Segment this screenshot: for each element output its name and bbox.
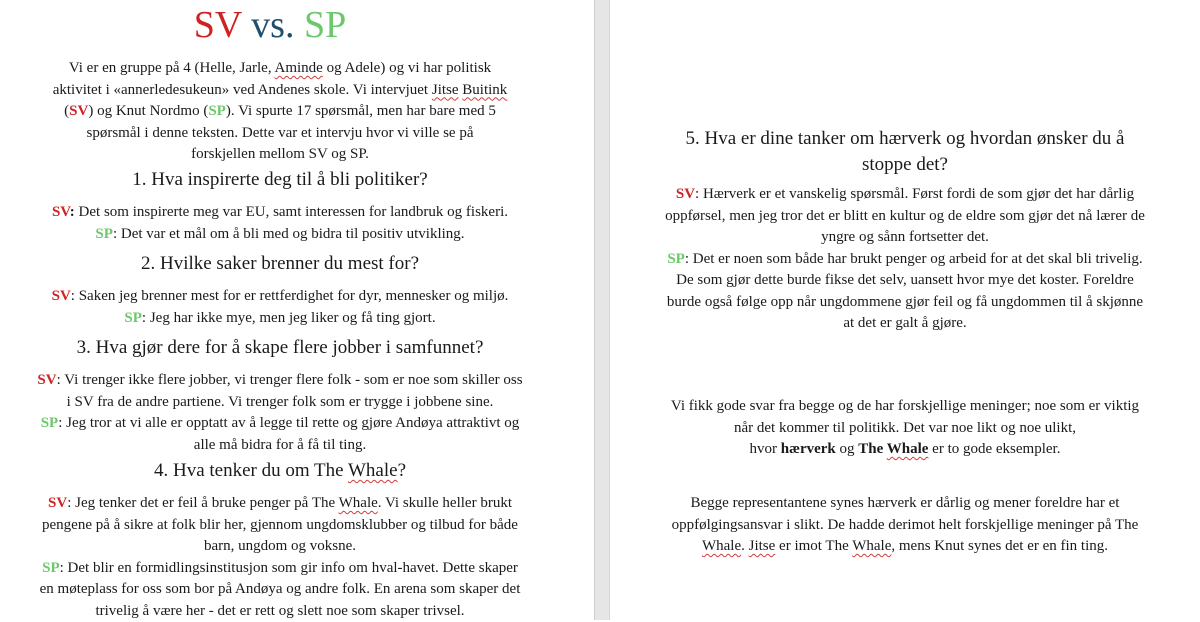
sp-tag: SP — [95, 226, 113, 242]
question-2: 2. Hvilke saker brenner du mest for? — [0, 252, 560, 276]
summary-text: er to gode eksempler. — [928, 441, 1060, 457]
sv-tag: SV — [48, 495, 67, 511]
intro-text: forskjellen mellom SV og SP. — [0, 144, 560, 166]
intro-text: spørsmål i denne teksten. Dette var et intervju hvor vi ville se på — [0, 123, 560, 145]
sp-tag: SP — [41, 415, 59, 431]
sp-answer: burde også følge opp når ungdommene gjør feil og få ungdommen til å skjønne — [610, 292, 1200, 314]
sv-answer: : Saken jeg brenner mest for er rettferdighet for dyr, mennesker og miljø. — [71, 288, 509, 304]
question-1: 1. Hva inspirerte deg til å bli politiker? — [0, 168, 560, 192]
sv-tag: SV — [52, 204, 70, 220]
summary-whale: Whale — [702, 538, 741, 554]
sv-answer: : Hærverk er et vanskelig spørsmål. Først fordi de som gjør det har dårlig — [695, 186, 1134, 202]
sv-answer: : Vi trenger ikke flere jobber, vi trenger flere folk - som er noe som skiller oss — [57, 372, 523, 388]
question-3: 3. Hva gjør dere for å skape flere jobber i samfunnet? — [0, 336, 560, 360]
sp-answer: trivelig å være her - det er rett og slett noe som skaper trivsel. — [0, 601, 560, 622]
sp-answer: en møteplass for oss som bor på Andøya og andre folk. En arena som skaper det — [0, 579, 560, 601]
sv-answer-whale: Whale — [339, 495, 378, 511]
intro-name-buitink: Buitink — [462, 82, 507, 98]
sv-answer: i SV fra de andre partiene. Vi trenger folk som er trygge i jobbene sine. — [0, 392, 560, 414]
question-text: 4. Hva tenker du om The — [154, 460, 348, 481]
intro-text: aktivitet i «annerledesukeun» ved Andenes skole. Vi intervjuet — [53, 82, 432, 98]
answers-3 — [0, 370, 560, 456]
intro-text: Vi er en gruppe på 4 (Helle, Jarle, — [69, 60, 275, 76]
intro-text: ) og Knut Nordmo ( — [88, 103, 208, 119]
sp-tag: SP — [667, 251, 685, 267]
summary-text: hvor — [750, 441, 781, 457]
sp-answer: : Det var et mål om å bli med og bidra til positiv utvikling. — [113, 226, 465, 242]
question-text: ? — [398, 460, 406, 481]
answers-1 — [0, 202, 560, 245]
sv-tag: SV — [37, 372, 56, 388]
intro-name-jitse: Jitse — [432, 82, 459, 98]
sv-answer: oppførsel, men jeg tror det er blitt en kultur og de eldre som gjør det nå lærer de — [610, 206, 1200, 228]
summary-text: . — [741, 538, 749, 554]
document-page-right — [610, 0, 1200, 620]
sp-tag: SP — [124, 310, 142, 326]
question-text: stoppe det? — [610, 152, 1200, 178]
intro-sv-tag: SV — [69, 103, 88, 119]
sv-answer: pengene på å sikre at folk blir her, gjennom ungdomsklubber og tilbud for både — [0, 515, 560, 537]
summary-text: Vi fikk gode svar fra begge og de har forskjellige meninger; noe som er viktig — [610, 396, 1200, 418]
sp-answer: De som gjør dette burde fikse det selv, uansett hvor mye det koster. Foreldre — [610, 270, 1200, 292]
question-4 — [0, 459, 560, 483]
sv-answer: : Jeg tenker det er feil å bruke penger på The — [67, 495, 338, 511]
intro-name-aminde: Aminde — [275, 60, 323, 76]
summary-text: når det kommer til politikk. Det var noe likt og noe ulikt, — [610, 418, 1200, 440]
intro-text: og Adele) og vi har politisk — [323, 60, 491, 76]
page-gutter — [594, 0, 610, 620]
sv-answer: . Vi skulle heller brukt — [378, 495, 512, 511]
document-page-left — [0, 0, 594, 620]
summary-text: er imot The — [775, 538, 852, 554]
intro-paragraph — [0, 58, 560, 166]
summary-bold-the-whale — [858, 441, 928, 457]
intro-sp-tag: SP — [208, 103, 226, 119]
sp-answer: : Jeg har ikke mye, men jeg liker og få ting gjort. — [142, 310, 436, 326]
sv-colon: : — [70, 204, 75, 220]
title-sv: SV — [194, 4, 242, 46]
question-5 — [610, 126, 1200, 178]
summary-text: og — [836, 441, 859, 457]
summary-text: , mens Knut synes det er en fin ting. — [891, 538, 1108, 554]
sv-tag: SV — [676, 186, 695, 202]
summary-text: oppfølgingsansvar i slikt. De hadde derimot helt forskjellige meninger på The — [610, 515, 1200, 537]
sp-answer: : Det er noen som både har brukt penger og arbeid for at det skal bli trivelig. — [685, 251, 1143, 267]
summary-bold-haerverk: hærverk — [781, 441, 836, 457]
summary-bold-the: The — [858, 441, 886, 457]
title-sp: SP — [304, 4, 346, 46]
answers-2 — [0, 286, 560, 329]
sp-answer: at det er galt å gjøre. — [610, 313, 1200, 335]
sp-answer: alle må bidra for å få til ting. — [0, 435, 560, 457]
summary-bold-whale: Whale — [887, 441, 929, 457]
sv-answer: Det som inspirerte meg var EU, samt interessen for landbruk og fiskeri. — [75, 204, 508, 220]
answers-4 — [0, 493, 560, 622]
sv-answer: yngre og sånn fortsetter det. — [610, 227, 1200, 249]
sv-tag: SV — [52, 288, 71, 304]
summary-text: Begge representantene synes hærverk er dårlig og mener foreldre har et — [610, 493, 1200, 515]
title-vs: vs. — [251, 4, 294, 46]
answers-5 — [610, 184, 1200, 335]
sp-tag: SP — [42, 560, 60, 576]
summary-paragraph-2 — [610, 493, 1200, 558]
sp-answer: : Det blir en formidlingsinstitusjon som gir info om hval-havet. Dette skaper — [60, 560, 518, 576]
intro-text: ( — [64, 103, 69, 119]
question-whale: Whale — [348, 460, 398, 481]
page-title — [0, 4, 540, 46]
sp-answer: : Jeg tror at vi alle er opptatt av å legge til rette og gjøre Andøya attraktivt og — [58, 415, 519, 431]
question-text: 5. Hva er dine tanker om hærverk og hvordan ønsker du å — [610, 126, 1200, 152]
sv-answer: barn, ungdom og voksne. — [0, 536, 560, 558]
summary-name-jitse: Jitse — [749, 538, 776, 554]
summary-whale: Whale — [852, 538, 891, 554]
intro-text: ). Vi spurte 17 spørsmål, men har bare med 5 — [226, 103, 496, 119]
summary-paragraph-1 — [610, 396, 1200, 461]
